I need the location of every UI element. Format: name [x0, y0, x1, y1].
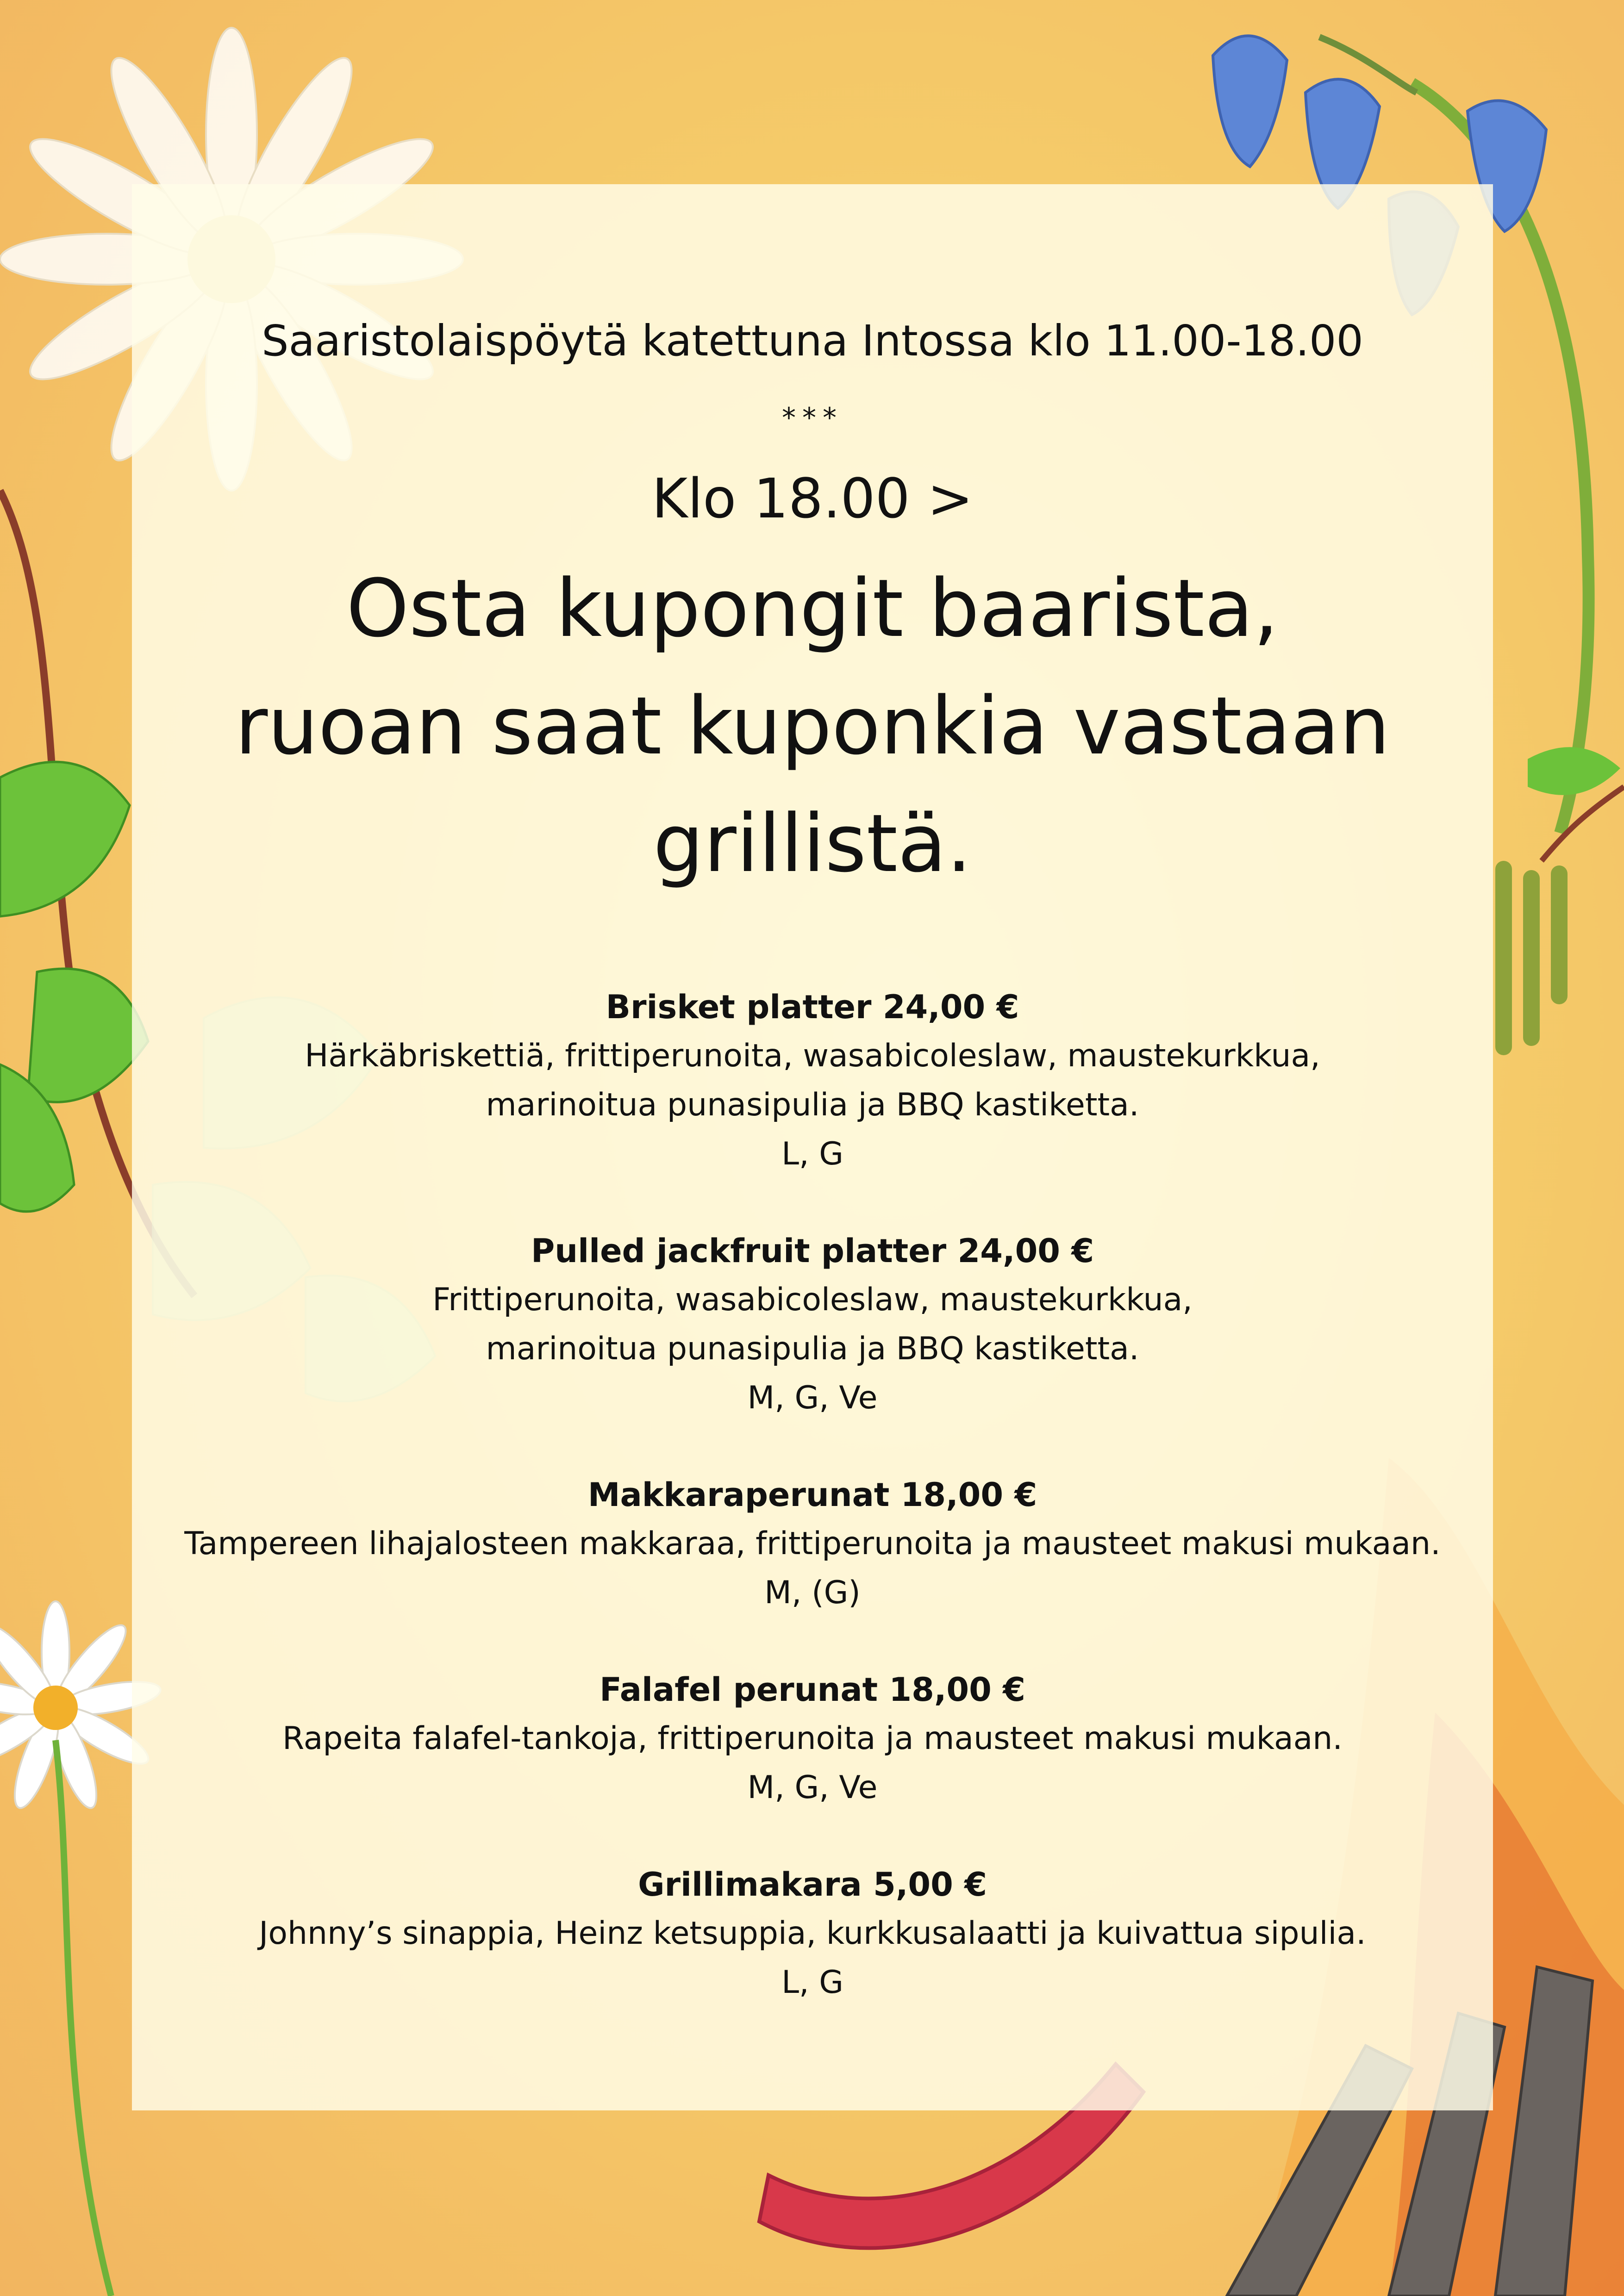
menu-item-description: Johnny’s sinappia, Heinz ketsuppia, kurkkusalaatti ja kuivattua sipulia. — [259, 1915, 1366, 1952]
menu-item-diet: M, G, Ve — [747, 1380, 878, 1416]
menu-item-description: marinoitua punasipulia ja BBQ kastiketta. — [486, 1087, 1139, 1123]
headline-line: grillistä. — [653, 797, 972, 890]
menu-content — [132, 184, 1493, 2110]
menu-item-diet: M, (G) — [764, 1574, 861, 1611]
menu-item-description: Frittiperunoita, wasabicoleslaw, maustekurkkua, — [432, 1282, 1193, 1318]
menu-item-diet: L, G — [781, 1964, 843, 2001]
menu-item — [132, 983, 1493, 1179]
menu-item-description: Härkäbriskettiä, frittiperunoita, wasabicoleslaw, maustekurkkua, — [305, 1038, 1320, 1074]
intro-text: Saaristolaispöytä katettuna Intossa klo 11.00-18.00 — [262, 316, 1363, 366]
menu-item-title: Pulled jackfruit platter 24,00 € — [531, 1232, 1094, 1270]
separator: *** — [782, 402, 843, 434]
menu-item-diet: M, G, Ve — [747, 1769, 878, 1806]
menu-item — [132, 1860, 1493, 2007]
menu-item — [132, 1470, 1493, 1618]
menu-item-title: Brisket platter 24,00 € — [606, 988, 1019, 1026]
stem-illustration — [56, 1740, 111, 2296]
menu-item — [132, 1665, 1493, 1812]
menu-item-title: Grillimakara 5,00 € — [638, 1866, 987, 1904]
menu-item — [132, 1226, 1493, 1423]
menu-item-title: Makkaraperunat 18,00 € — [587, 1476, 1037, 1514]
menu-item-title: Falafel perunat 18,00 € — [600, 1671, 1025, 1709]
headline-line: ruoan saat kuponkia vastaan — [235, 679, 1390, 772]
menu-item-description: marinoitua punasipulia ja BBQ kastiketta. — [486, 1331, 1139, 1367]
menu-item-description: Rapeita falafel-tankoja, frittiperunoita ja mausteet makusi mukaan. — [282, 1720, 1343, 1757]
time-heading: Klo 18.00 > — [651, 467, 974, 530]
headline-line: Osta kupongit baarista, — [346, 562, 1279, 655]
catkin-illustration — [1495, 747, 1624, 1055]
menu-item-diet: L, G — [781, 1136, 843, 1172]
headline — [132, 550, 1493, 902]
menu-list — [132, 983, 1493, 2055]
menu-item-description: Tampereen lihajalosteen makkaraa, frittiperunoita ja mausteet makusi mukaan. — [184, 1525, 1441, 1562]
